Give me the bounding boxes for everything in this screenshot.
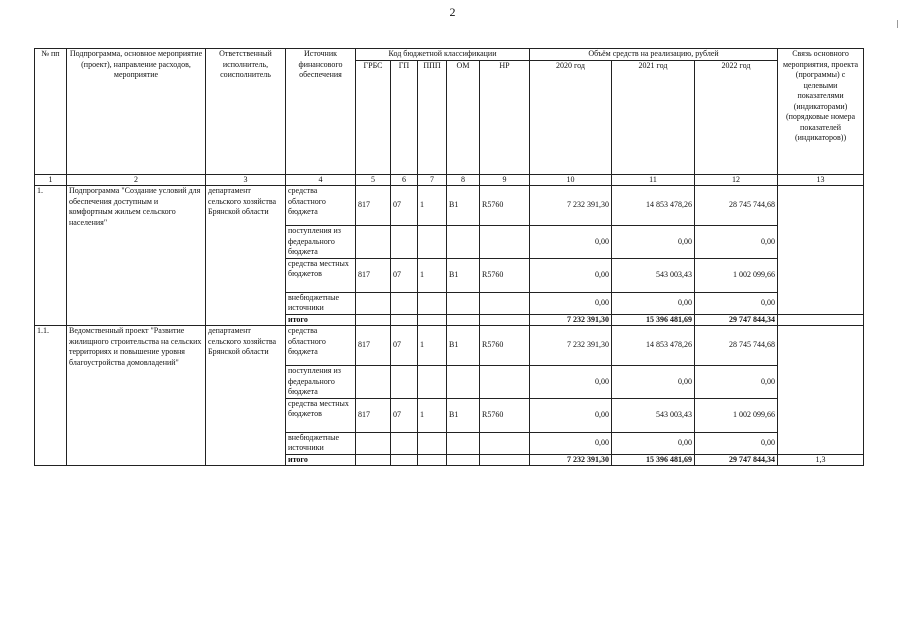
column-number: 6 [391,174,418,186]
header-ppp: ППП [418,60,447,174]
column-number: 11 [612,174,695,186]
header-executor: Ответственный исполнитель, соисполнитель [206,49,286,175]
code-ppp: 1 [418,326,447,366]
empty-cell [480,454,530,466]
header-2021: 2021 год [612,60,695,174]
code-om: В1 [447,186,480,226]
code-nr: R5760 [480,186,530,226]
executor: департамент сельского хозяйства Брянской области [206,326,286,466]
table-row [35,326,864,366]
amount-2022: 0,00 [695,292,778,314]
funding-source: поступления из федерального бюджета [286,366,356,399]
amount-2022: 1 002 099,66 [695,398,778,432]
table-row [35,186,864,226]
code-grbs [356,226,391,259]
header-link: Связь основного мероприятия, проекта (программы) с целевыми показателями (индикаторами) (порядковые номера показателей (индикаторов)) [778,49,864,175]
column-number: 4 [286,174,356,186]
funding-source: поступления из федерального бюджета [286,226,356,259]
header-num: № пп [35,49,67,175]
code-nr [480,366,530,399]
code-grbs [356,292,391,314]
header-om: ОМ [447,60,480,174]
amount-2020: 7 232 391,30 [530,186,612,226]
total-label: итого [286,454,356,466]
empty-cell [447,314,480,326]
code-om: В1 [447,258,480,292]
funding-source: средства местных бюджетов [286,398,356,432]
code-gp [391,432,418,454]
code-gp [391,366,418,399]
column-number: 2 [67,174,206,186]
amount-2022: 0,00 [695,366,778,399]
amount-2021: 543 003,43 [612,258,695,292]
total-2022: 29 747 844,34 [695,454,778,466]
amount-2020: 0,00 [530,366,612,399]
header-grbs: ГРБС [356,60,391,174]
column-number: 9 [480,174,530,186]
empty-cell [418,454,447,466]
amount-2021: 0,00 [612,366,695,399]
funding-source: средства местных бюджетов [286,258,356,292]
amount-2021: 14 853 478,26 [612,326,695,366]
row-number: 1. [35,186,67,326]
total-2021: 15 396 481,69 [612,454,695,466]
empty-cell [447,454,480,466]
funding-source: внебюджетные источники [286,432,356,454]
amount-2022: 0,00 [695,226,778,259]
header-2022: 2022 год [695,60,778,174]
page-number: 2 [449,5,456,19]
amount-2021: 0,00 [612,432,695,454]
column-number: 5 [356,174,391,186]
column-number: 12 [695,174,778,186]
code-gp: 07 [391,258,418,292]
code-nr [480,226,530,259]
code-nr [480,432,530,454]
row-number: 1.1. [35,326,67,466]
funding-source: средства областного бюджета [286,326,356,366]
code-om [447,432,480,454]
column-number: 8 [447,174,480,186]
amount-2020: 0,00 [530,432,612,454]
code-gp: 07 [391,326,418,366]
code-ppp: 1 [418,186,447,226]
code-grbs [356,432,391,454]
code-om [447,292,480,314]
amount-2020: 0,00 [530,226,612,259]
total-2022: 29 747 844,34 [695,314,778,326]
code-om [447,226,480,259]
code-nr: R5760 [480,258,530,292]
amount-2021: 543 003,43 [612,398,695,432]
column-numbers-row [35,174,864,186]
code-grbs: 817 [356,326,391,366]
amount-2020: 0,00 [530,292,612,314]
code-gp: 07 [391,186,418,226]
amount-2022: 0,00 [695,432,778,454]
code-grbs: 817 [356,258,391,292]
code-ppp [418,292,447,314]
column-number: 13 [778,174,864,186]
scan-mark [897,20,898,28]
amount-2022: 28 745 744,68 [695,186,778,226]
funding-source: средства областного бюджета [286,186,356,226]
code-grbs: 817 [356,398,391,432]
header-2020: 2020 год [530,60,612,174]
code-om: В1 [447,398,480,432]
indicator-link [778,186,864,315]
total-2020: 7 232 391,30 [530,314,612,326]
code-ppp [418,366,447,399]
header-nr: НР [480,60,530,174]
code-nr: R5760 [480,326,530,366]
indicator-link [778,326,864,455]
amount-2020: 0,00 [530,398,612,432]
column-number: 7 [418,174,447,186]
column-number: 10 [530,174,612,186]
code-ppp: 1 [418,258,447,292]
budget-table [34,48,864,466]
empty-cell [480,314,530,326]
code-gp [391,226,418,259]
program-title: Ведомственный проект "Развитие жилищного строительства на сельских территориях и повышение уровня благоустройства домовладений" [67,326,206,466]
empty-cell [356,314,391,326]
code-ppp [418,226,447,259]
amount-2021: 0,00 [612,292,695,314]
total-2021: 15 396 481,69 [612,314,695,326]
column-number: 1 [35,174,67,186]
funding-source: внебюджетные источники [286,292,356,314]
amount-2022: 1 002 099,66 [695,258,778,292]
executor: департамент сельского хозяйства Брянской области [206,186,286,326]
amount-2022: 28 745 744,68 [695,326,778,366]
code-nr: R5760 [480,398,530,432]
code-om [447,366,480,399]
total-indicator-link [778,314,864,326]
code-nr [480,292,530,314]
header-source: Источник финансового обеспечения [286,49,356,175]
code-gp: 07 [391,398,418,432]
program-title: Подпрограмма "Создание условий для обеспечения доступным и комфортным жильем сельского населения" [67,186,206,326]
total-2020: 7 232 391,30 [530,454,612,466]
total-indicator-link: 1,3 [778,454,864,466]
total-label: итого [286,314,356,326]
amount-2020: 7 232 391,30 [530,326,612,366]
header-program: Подпрограмма, основное мероприятие (проект), направление расходов, мероприятие [67,49,206,175]
code-grbs [356,366,391,399]
code-ppp [418,432,447,454]
empty-cell [391,314,418,326]
code-grbs: 817 [356,186,391,226]
column-number: 3 [206,174,286,186]
code-gp [391,292,418,314]
amount-2021: 0,00 [612,226,695,259]
empty-cell [356,454,391,466]
amount-2021: 14 853 478,26 [612,186,695,226]
code-om: В1 [447,326,480,366]
header-amount-group: Объём средств на реализацию, рублей [530,49,778,61]
code-ppp: 1 [418,398,447,432]
empty-cell [391,454,418,466]
header-gp: ГП [391,60,418,174]
amount-2020: 0,00 [530,258,612,292]
empty-cell [418,314,447,326]
header-code-group: Код бюджетной классификации [356,49,530,61]
